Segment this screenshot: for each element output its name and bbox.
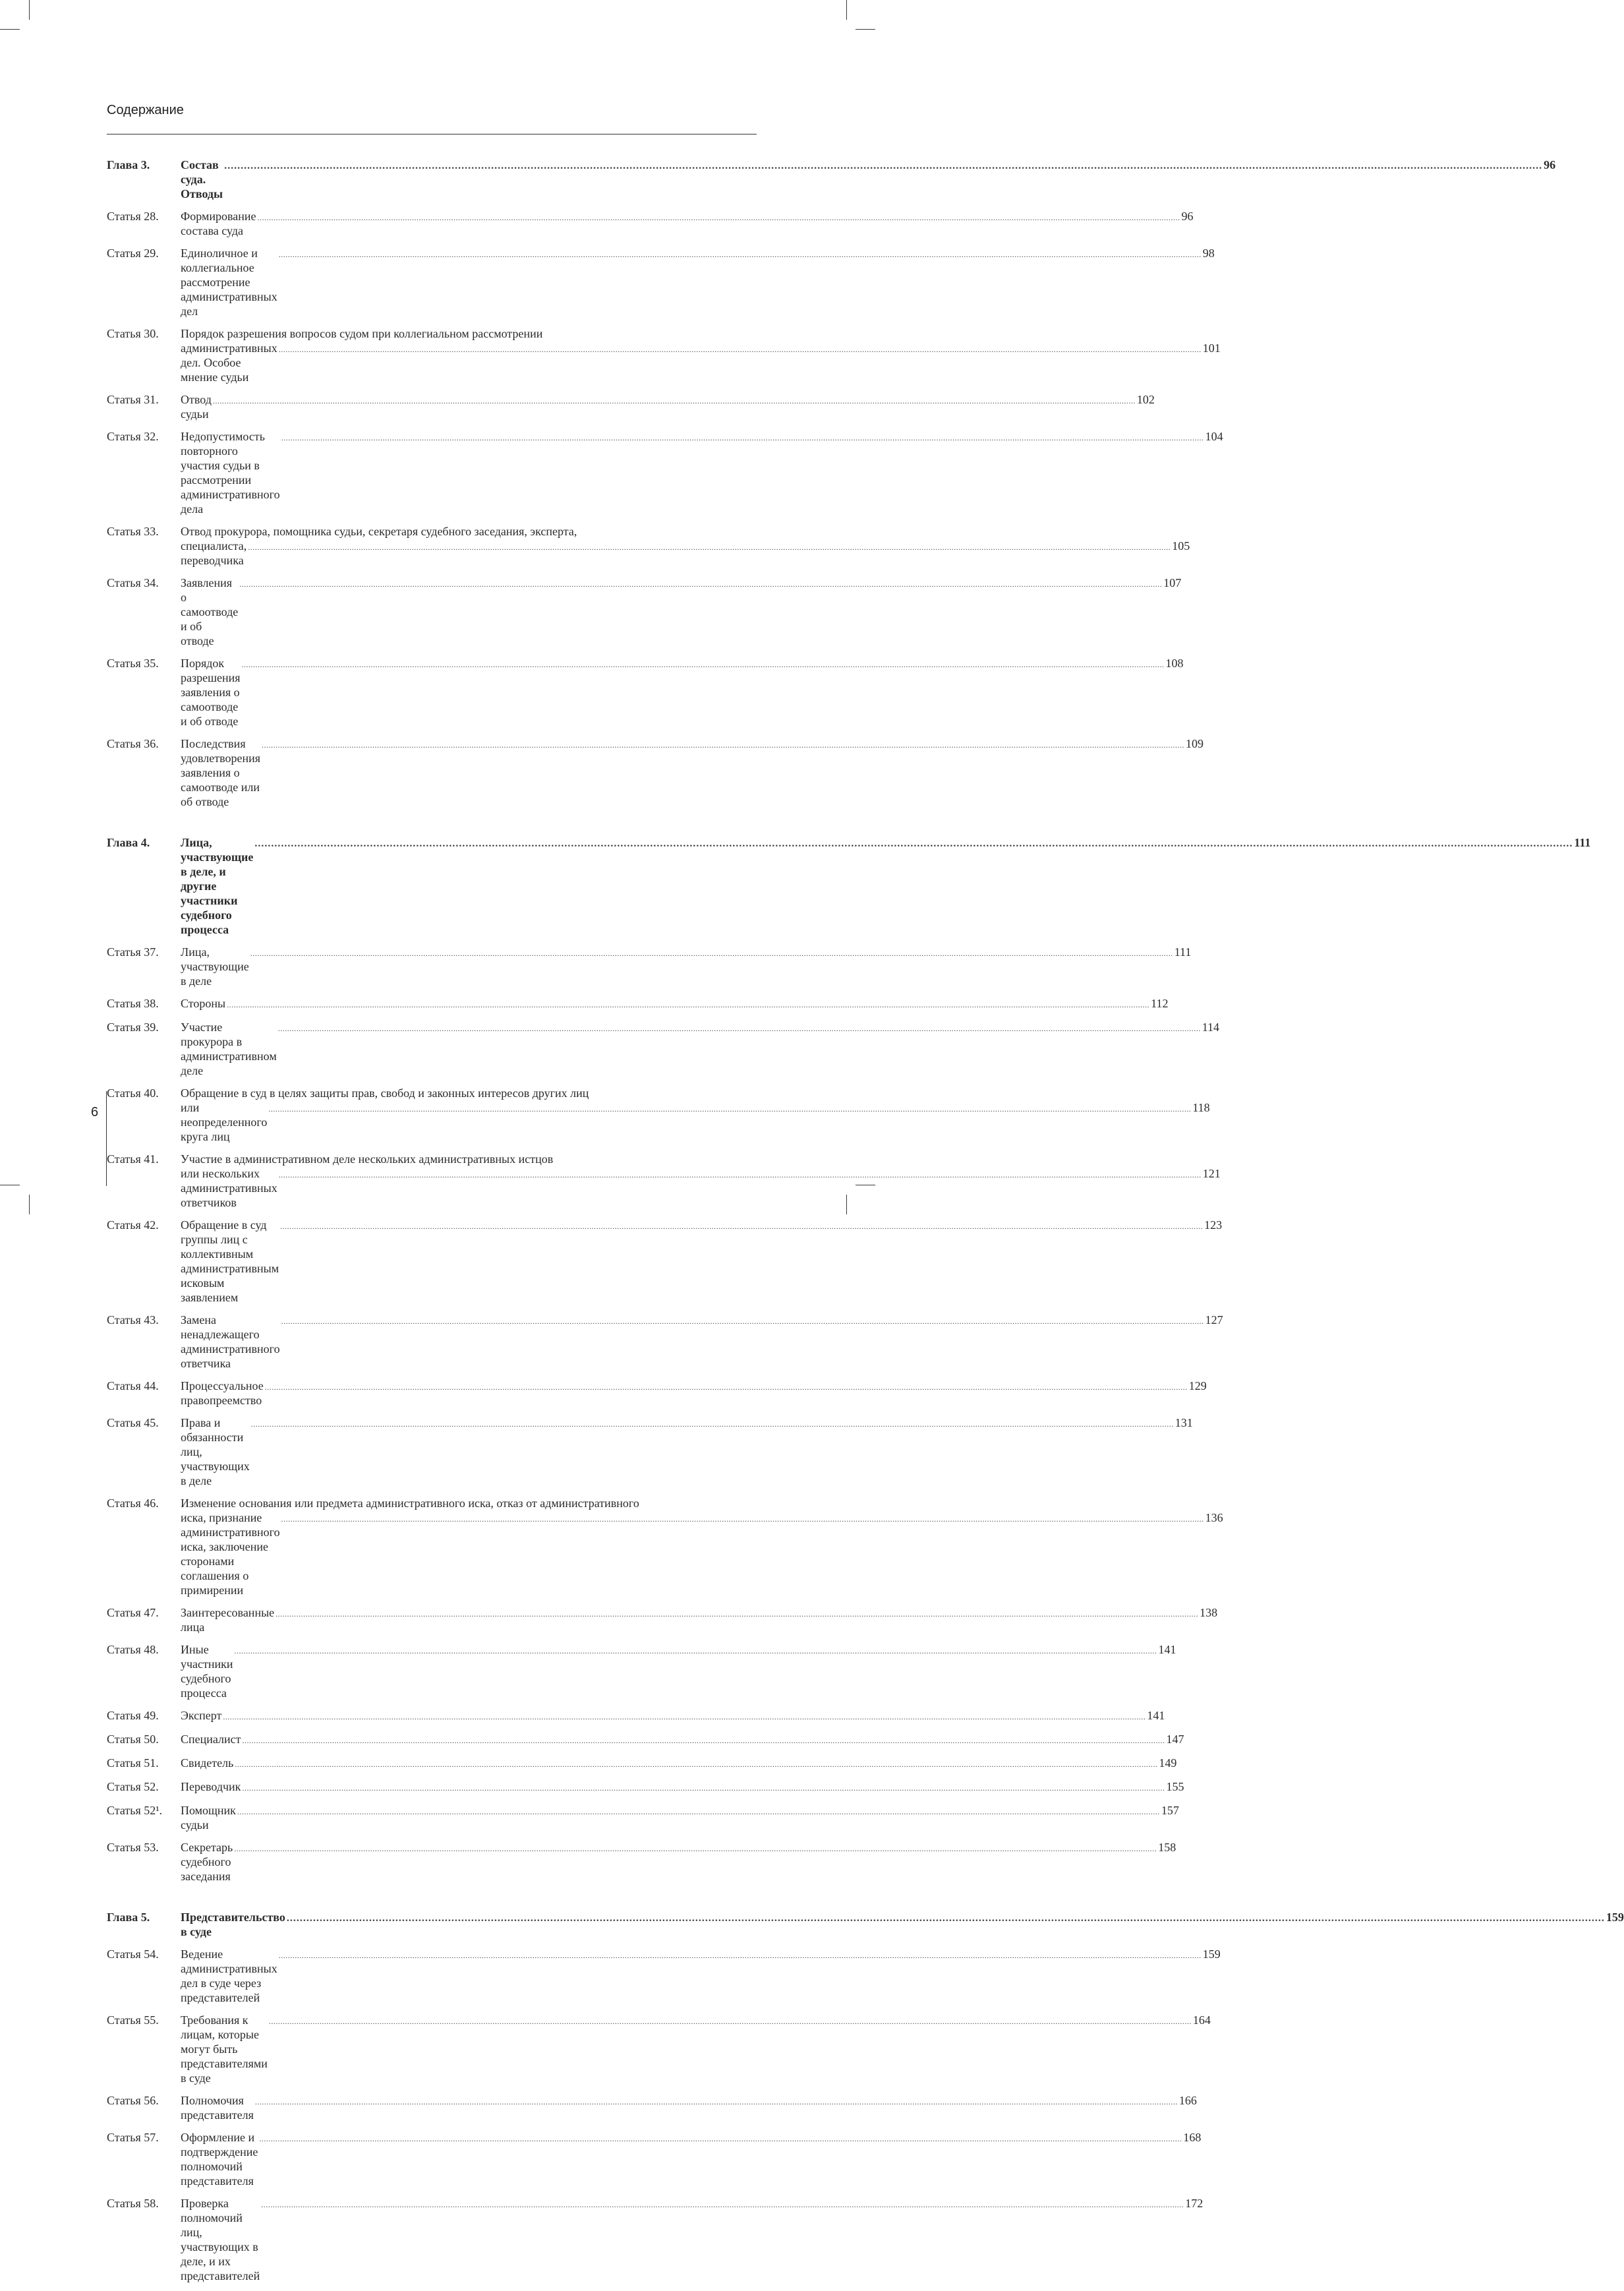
page-ref: 159: [1202, 1948, 1221, 1961]
dot-leader: ................................................................................................................................................................................................................................................................................................................................................................................................................: [262, 740, 1185, 750]
chapter-number: Глава 3.: [107, 158, 150, 171]
page-ref: 96: [1544, 158, 1556, 171]
toc-article-row[interactable]: [107, 656, 1184, 729]
toc-article-row[interactable]: [107, 392, 1155, 421]
dot-leader: ................................................................................................................................................................................................................................................................................................................................................................................................................: [224, 160, 1543, 171]
toc-article-row[interactable]: [107, 1496, 1223, 1597]
dot-leader: ................................................................................................................................................................................................................................................................................................................................................................................................................: [239, 580, 1163, 589]
dot-leader: ................................................................................................................................................................................................................................................................................................................................................................................................................: [281, 1514, 1204, 1524]
page-ref: 131: [1174, 1416, 1193, 1429]
article-number: Статья 35.: [107, 657, 159, 670]
dot-leader: ................................................................................................................................................................................................................................................................................................................................................................................................................: [234, 1844, 1157, 1853]
dot-leader: ................................................................................................................................................................................................................................................................................................................................................................................................................: [281, 1317, 1204, 1326]
page-ref: 157: [1161, 1804, 1179, 1817]
toc-title: Заявления о самоотводе и об отводе: [181, 576, 239, 647]
article-number: Статья 43.: [107, 1313, 159, 1326]
toc-title: специалиста, переводчика: [181, 539, 247, 567]
toc-article-row[interactable]: [107, 996, 1169, 1012]
dot-leader: ................................................................................................................................................................................................................................................................................................................................................................................................................: [242, 1783, 1165, 1793]
page-ref: 111: [1574, 836, 1591, 849]
toc-title: Представительство в суде: [181, 1911, 285, 1938]
dot-leader: ................................................................................................................................................................................................................................................................................................................................................................................................................: [223, 1712, 1146, 1721]
page-ref: 123: [1204, 1218, 1223, 1232]
dot-leader: ................................................................................................................................................................................................................................................................................................................................................................................................................: [250, 949, 1173, 958]
article-number: Статья 47.: [107, 1606, 159, 1619]
dot-leader: ................................................................................................................................................................................................................................................................................................................................................................................................................: [280, 1222, 1204, 1231]
page-ref: 166: [1178, 2094, 1197, 2107]
chapter-number: Глава 5.: [107, 1911, 150, 1924]
toc-article-row[interactable]: [107, 1313, 1223, 1371]
toc-title-line: Участие в административном деле нескольких административных истцов: [181, 1152, 554, 1166]
toc-title-line: Изменение основания или предмета административного иска, отказ от административного: [181, 1497, 639, 1510]
crop-mark: [846, 1195, 847, 1214]
page-ref: 141: [1147, 1709, 1165, 1722]
toc-title: Обращение в суд группы лиц с коллективным административным исковым заявлением: [181, 1218, 279, 1304]
toc-title: Права и обязанности лиц, участвующих в деле: [181, 1416, 250, 1487]
toc-title-line: Отвод прокурора, помощника судьи, секретаря судебного заседания, эксперта,: [181, 525, 577, 538]
page-ref: 164: [1192, 2013, 1211, 2027]
article-number: Статья 58.: [107, 2197, 159, 2210]
toc-title: Проверка полномочий лиц, участвующих в деле, и их представителей: [181, 2197, 260, 2282]
toc-article-row[interactable]: [107, 246, 1215, 318]
article-number: Статья 52¹.: [107, 1804, 163, 1817]
article-number: Статья 28.: [107, 210, 159, 223]
toc-title: Заинтересованные лица: [181, 1606, 275, 1634]
toc-article-row[interactable]: [107, 1605, 1218, 1634]
toc-title: Стороны: [181, 997, 226, 1010]
dot-leader: ................................................................................................................................................................................................................................................................................................................................................................................................................: [237, 1807, 1160, 1816]
article-number: Статья 46.: [107, 1497, 159, 1510]
toc-title: Участие прокурора в административном деле: [181, 1021, 277, 1077]
toc-title: Недопустимость повторного участия судьи в рассмотрении административного дела: [181, 430, 280, 516]
dot-leader: ................................................................................................................................................................................................................................................................................................................................................................................................................: [268, 2017, 1192, 2026]
dot-leader: ................................................................................................................................................................................................................................................................................................................................................................................................................: [278, 250, 1202, 259]
toc-title-line: Обращение в суд в целях защиты прав, свобод и законных интересов других лиц: [181, 1086, 589, 1100]
dot-leader: ................................................................................................................................................................................................................................................................................................................................................................................................................: [257, 213, 1180, 222]
article-number: Статья 53.: [107, 1841, 159, 1854]
crop-mark: [846, 0, 847, 20]
toc-article-row[interactable]: [107, 1152, 1221, 1210]
dot-leader: ................................................................................................................................................................................................................................................................................................................................................................................................................: [242, 1736, 1165, 1745]
toc-article-row[interactable]: [107, 1779, 1184, 1795]
crop-mark: [29, 0, 30, 20]
dot-leader: ................................................................................................................................................................................................................................................................................................................................................................................................................: [241, 660, 1165, 669]
article-number: Статья 29.: [107, 247, 159, 260]
toc-title: административных дел. Особое мнение судьи: [181, 342, 277, 384]
toc-article-row[interactable]: [107, 1732, 1184, 1748]
table-of-contents: [107, 158, 1624, 2291]
toc-title: иска, признание административного иска, заключение сторонами соглашения о примирении: [181, 1511, 280, 1597]
page-ref: 108: [1165, 657, 1184, 670]
dot-leader: ................................................................................................................................................................................................................................................................................................................................................................................................................: [248, 543, 1171, 552]
dot-leader: ................................................................................................................................................................................................................................................................................................................................................................................................................: [268, 1104, 1192, 1114]
page-ref: 96: [1181, 210, 1194, 223]
article-number: Статья 32.: [107, 430, 159, 443]
toc-article-row[interactable]: [107, 1947, 1221, 2005]
toc-title: или нескольких административных ответчиков: [181, 1167, 277, 1209]
page-ref: 168: [1183, 2131, 1202, 2144]
toc-title: Лица, участвующие в деле: [181, 945, 249, 988]
article-number: Статья 49.: [107, 1709, 159, 1722]
page-ref: 147: [1166, 1733, 1184, 1746]
page-number-rule: [106, 1091, 107, 1186]
article-number: Статья 45.: [107, 1416, 159, 1429]
toc-chapter-row[interactable]: [107, 158, 1556, 201]
toc-article-row[interactable]: [107, 1756, 1177, 1771]
toc-title: Оформление и подтверждение полномочий представителя: [181, 2131, 258, 2187]
toc-article-row[interactable]: [107, 1642, 1176, 1700]
page-ref: 111: [1174, 945, 1192, 959]
toc-article-row[interactable]: [107, 2130, 1202, 2188]
page-ref: 172: [1185, 2197, 1204, 2210]
toc-title: Процессуальное правопреемство: [181, 1379, 264, 1407]
article-number: Статья 48.: [107, 1643, 159, 1656]
page-number: 6: [91, 1105, 99, 1119]
article-number: Статья 30.: [107, 327, 159, 340]
page-ref: 104: [1205, 430, 1223, 443]
page-ref: 118: [1192, 1101, 1210, 1114]
toc-title-line: Порядок разрешения вопросов судом при коллегиальном рассмотрении: [181, 327, 543, 340]
page-ref: 141: [1158, 1643, 1176, 1656]
toc-article-row[interactable]: [107, 1708, 1165, 1724]
page-ref: 102: [1136, 393, 1155, 406]
toc-title: Состав суда. Отводы: [181, 158, 223, 200]
toc-title: Единоличное и коллегиальное рассмотрение административных дел: [181, 247, 277, 318]
toc-title: Лица, участвующие в деле, и другие участники судебного процесса: [181, 836, 254, 936]
toc-title: Требования к лицам, которые могут быть представителями в суде: [181, 2013, 268, 2085]
article-number: Статья 56.: [107, 2094, 159, 2107]
page-ref: 158: [1158, 1841, 1176, 1854]
page-ref: 98: [1202, 247, 1215, 260]
toc-article-row[interactable]: [107, 1379, 1207, 1408]
article-number: Статья 37.: [107, 945, 159, 959]
page-ref: 149: [1159, 1756, 1177, 1770]
toc-article-row[interactable]: [107, 1803, 1179, 1832]
dot-leader: ................................................................................................................................................................................................................................................................................................................................................................................................................: [227, 1000, 1150, 1009]
article-number: Статья 34.: [107, 576, 159, 589]
toc-article-row[interactable]: [107, 326, 1221, 384]
toc-article-row[interactable]: [107, 576, 1182, 648]
toc-article-row[interactable]: [107, 736, 1204, 809]
article-number: Статья 42.: [107, 1218, 159, 1232]
dot-leader: ................................................................................................................................................................................................................................................................................................................................................................................................................: [278, 345, 1202, 354]
dot-leader: ................................................................................................................................................................................................................................................................................................................................................................................................................: [254, 2097, 1178, 2106]
dot-leader: ................................................................................................................................................................................................................................................................................................................................................................................................................: [281, 433, 1204, 442]
page-ref: 159: [1606, 1911, 1624, 1924]
page-ref: 121: [1202, 1167, 1221, 1180]
page-ref: 136: [1205, 1511, 1223, 1524]
toc-article-row[interactable]: [107, 1086, 1210, 1144]
dot-leader: ................................................................................................................................................................................................................................................................................................................................................................................................................: [286, 1913, 1605, 1924]
toc-article-row[interactable]: [107, 1020, 1220, 1078]
crop-mark: [856, 29, 875, 30]
toc-title: Полномочия представителя: [181, 2094, 254, 2122]
dot-leader: ................................................................................................................................................................................................................................................................................................................................................................................................................: [278, 1170, 1202, 1179]
page-ref: 101: [1202, 342, 1221, 355]
toc-title: Иные участники судебного процесса: [181, 1643, 233, 1700]
toc-title: Специалист: [181, 1733, 241, 1746]
toc-article-row[interactable]: [107, 945, 1192, 988]
article-number: Статья 54.: [107, 1948, 159, 1961]
toc-title: Секретарь судебного заседания: [181, 1841, 233, 1883]
page-ref: 127: [1205, 1313, 1223, 1326]
toc-article-row[interactable]: [107, 429, 1223, 516]
toc-article-row[interactable]: [107, 2196, 1204, 2283]
page-ref: 112: [1151, 997, 1169, 1010]
toc-title: Отвод судьи: [181, 393, 212, 421]
article-number: Статья 41.: [107, 1152, 159, 1166]
toc-title: или неопределенного круга лиц: [181, 1101, 268, 1143]
page-ref: 155: [1166, 1780, 1184, 1793]
toc-article-row[interactable]: [107, 1218, 1223, 1305]
dot-leader: ................................................................................................................................................................................................................................................................................................................................................................................................................: [277, 1024, 1201, 1033]
toc-title: Формирование состава суда: [181, 210, 256, 237]
page-ref: 129: [1188, 1379, 1207, 1392]
toc-article-row[interactable]: [107, 1840, 1176, 1884]
article-number: Статья 36.: [107, 737, 159, 750]
article-number: Статья 39.: [107, 1021, 159, 1034]
page-ref: 114: [1202, 1021, 1220, 1034]
toc-title: Переводчик: [181, 1780, 241, 1793]
article-number: Статья 50.: [107, 1733, 159, 1746]
toc-article-row[interactable]: [107, 524, 1190, 568]
dot-leader: ................................................................................................................................................................................................................................................................................................................................................................................................................: [259, 2134, 1182, 2143]
article-number: Статья 40.: [107, 1086, 159, 1100]
toc-title: Последствия удовлетворения заявления о самоотводе или об отводе: [181, 737, 261, 808]
dot-leader: ................................................................................................................................................................................................................................................................................................................................................................................................................: [276, 1609, 1199, 1619]
dot-leader: ................................................................................................................................................................................................................................................................................................................................................................................................................: [278, 1951, 1202, 1960]
article-number: Статья 38.: [107, 997, 159, 1010]
article-number: Статья 51.: [107, 1756, 159, 1770]
toc-title: Эксперт: [181, 1709, 222, 1722]
toc-title: Свидетель: [181, 1756, 234, 1770]
toc-article-row[interactable]: [107, 209, 1194, 238]
toc-article-row[interactable]: [107, 1415, 1193, 1488]
toc-article-row[interactable]: [107, 2013, 1211, 2085]
page-header-title: Содержание: [107, 103, 184, 117]
page-ref: 109: [1186, 737, 1204, 750]
toc-title: Помощник судьи: [181, 1804, 236, 1831]
article-number: Статья 52.: [107, 1780, 159, 1793]
page-ref: 138: [1200, 1606, 1218, 1619]
dot-leader: ................................................................................................................................................................................................................................................................................................................................................................................................................: [261, 2200, 1184, 2209]
article-number: Статья 55.: [107, 2013, 159, 2027]
article-number: Статья 57.: [107, 2131, 159, 2144]
crop-mark: [29, 1195, 30, 1214]
article-number: Статья 44.: [107, 1379, 159, 1392]
chapter-number: Глава 4.: [107, 836, 150, 849]
toc-article-row[interactable]: [107, 2093, 1197, 2122]
article-number: Статья 33.: [107, 525, 159, 538]
toc-title: Замена ненадлежащего административного ответчика: [181, 1313, 280, 1370]
toc-chapter-row[interactable]: [107, 1910, 1624, 1939]
dot-leader: ................................................................................................................................................................................................................................................................................................................................................................................................................: [235, 1760, 1158, 1769]
dot-leader: ................................................................................................................................................................................................................................................................................................................................................................................................................: [212, 396, 1136, 405]
dot-leader: ................................................................................................................................................................................................................................................................................................................................................................................................................: [254, 838, 1573, 849]
crop-mark: [0, 29, 20, 30]
dot-leader: ................................................................................................................................................................................................................................................................................................................................................................................................................: [250, 1419, 1174, 1429]
article-number: Статья 31.: [107, 393, 159, 406]
toc-title: Порядок разрешения заявления о самоотводе и об отводе: [181, 657, 241, 728]
dot-leader: ................................................................................................................................................................................................................................................................................................................................................................................................................: [234, 1646, 1157, 1655]
toc-title: Ведение административных дел в суде через представителей: [181, 1948, 277, 2004]
page-ref: 105: [1172, 539, 1190, 552]
toc-chapter-row[interactable]: [107, 835, 1591, 937]
page-ref: 107: [1163, 576, 1182, 589]
dot-leader: ................................................................................................................................................................................................................................................................................................................................................................................................................: [264, 1383, 1188, 1392]
